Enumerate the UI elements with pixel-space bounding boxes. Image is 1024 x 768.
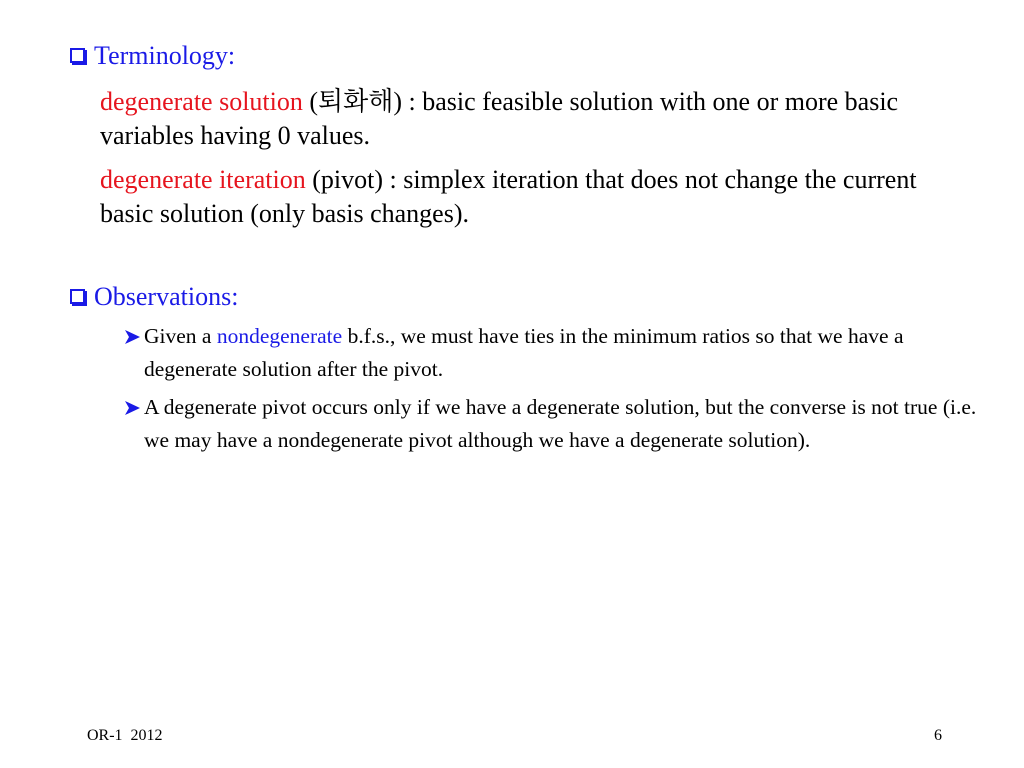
- observation-bullet: [124, 320, 954, 385]
- observation-text-end: b.f.s., we must have ties in the minimum ratios so that we have a degenerate solution after the pivot.: [144, 324, 904, 381]
- arrow-icon: [124, 329, 142, 345]
- definition-degenerate-iteration: [100, 163, 930, 231]
- definition-degenerate-solution: [100, 85, 930, 153]
- checkbox-icon: [70, 289, 85, 304]
- observations-heading: [70, 282, 238, 312]
- observation-text: [124, 320, 954, 385]
- definition-term: degenerate solution: [100, 87, 303, 116]
- observation-highlight: nondegenerate: [216, 324, 343, 348]
- observation-text-start: A degenerate pivot occurs only if we have a degenerate solution, but the converse is not true (i.e. we may have a nondegenerate pivot although we have a degenerate solution).: [144, 395, 977, 452]
- terminology-heading-label: Terminology:: [94, 41, 236, 70]
- observation-text-start: Given a: [144, 324, 217, 348]
- checkbox-icon: [70, 48, 85, 63]
- observation-text: [124, 391, 984, 456]
- observations-heading-label: Observations:: [94, 282, 239, 311]
- terminology-heading: [70, 41, 235, 71]
- definition-text: (퇴화해) : basic feasible solution with one or more basic variables having 0 values.: [100, 87, 899, 150]
- page-number: 6: [934, 727, 942, 744]
- definition-text: (pivot) : simplex iteration that does not change the current basic solution (only basis changes).: [100, 165, 917, 228]
- definition-term: degenerate iteration: [100, 165, 306, 194]
- footer-course-label: OR-1 2012: [87, 727, 163, 744]
- observation-bullet: [124, 391, 984, 456]
- arrow-icon: [124, 400, 142, 416]
